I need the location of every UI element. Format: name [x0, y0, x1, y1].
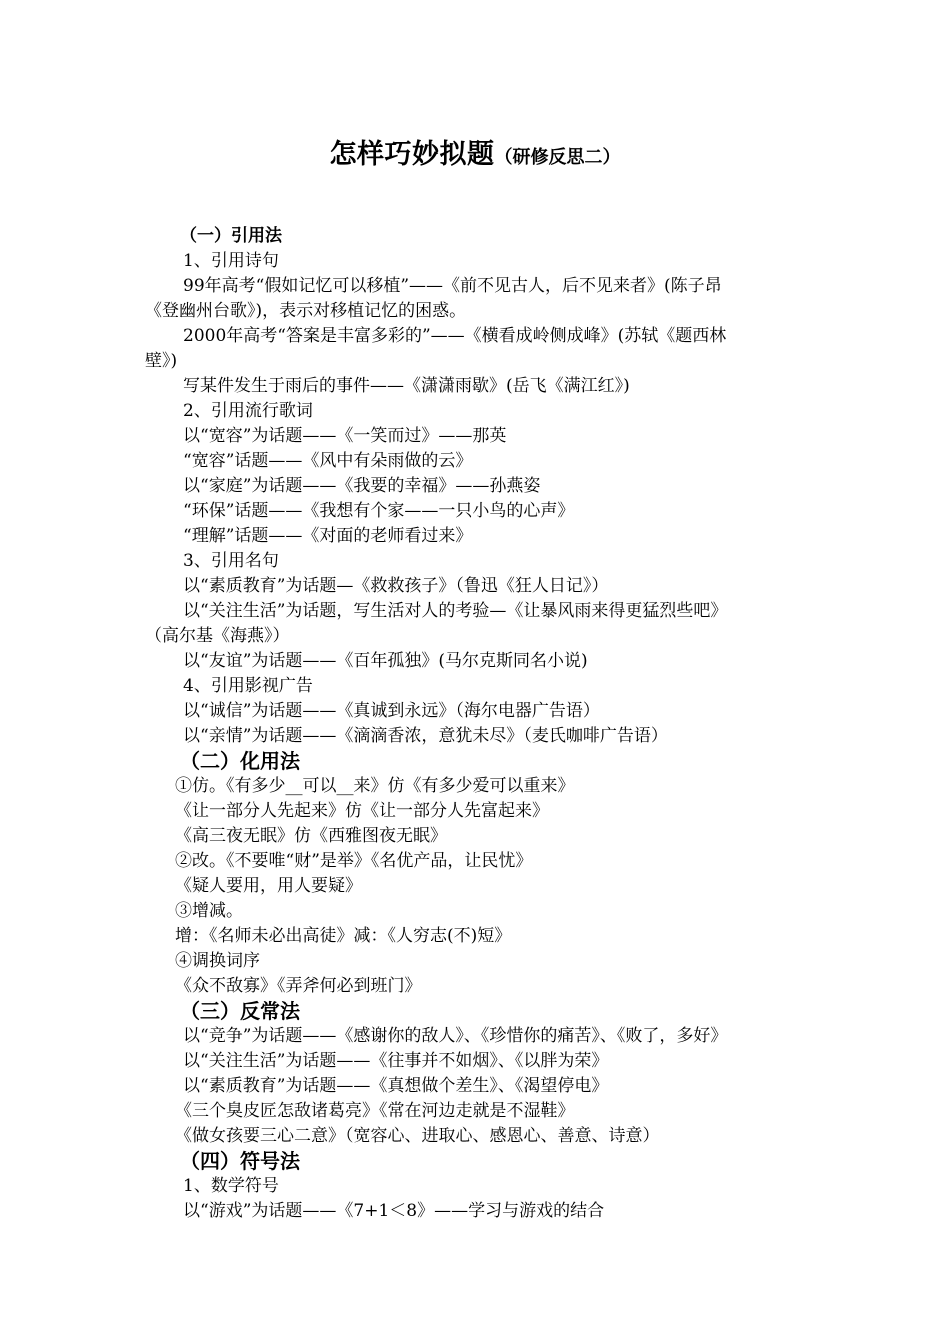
- section-heading: （二）化用法: [180, 749, 300, 773]
- text-line: 1、数学符号: [183, 1176, 279, 1196]
- text-line: 以“竞争”为话题——《感谢你的敌人》、《珍惜你的痛苦》、《败了，多好》: [183, 1026, 728, 1046]
- text-line: ①仿。《有多少__可以__来》仿《有多少爱可以重来》: [175, 776, 575, 796]
- text-line: 4、引用影视广告: [183, 676, 313, 696]
- text-line: 以“关注生活”为话题，写生活对人的考验—《让暴风雨来得更猛烈些吧》: [183, 601, 728, 621]
- text-line: 以“诚信”为话题——《真诚到永远》（海尔电器广告语）: [183, 701, 600, 721]
- document-body: [145, 224, 810, 1224]
- text-line: 《众不敌寡》《弄斧何必到班门》: [175, 976, 422, 996]
- text-line: 以“亲情”为话题——《滴滴香浓，意犹未尽》（麦氏咖啡广告语）: [183, 726, 668, 746]
- text-line: 壁》): [145, 351, 178, 371]
- text-line: 以“关注生活”为话题——《往事并不如烟》、《以胖为荣》: [183, 1051, 609, 1071]
- text-line: 1、引用诗句: [183, 251, 279, 271]
- text-line: “环保”话题——《我想有个家——一只小鸟的心声》: [183, 501, 575, 521]
- text-line: 《登幽州台歌》)，表示对移植记忆的困惑。: [145, 301, 467, 321]
- text-line: （高尔基《海燕》）: [145, 626, 290, 646]
- text-line: 《高三夜无眠》仿《西雅图夜无眠》: [175, 826, 447, 846]
- section-heading: （三）反常法: [180, 999, 300, 1023]
- text-line: 以“友谊”为话题——《百年孤独》(马尔克斯同名小说): [183, 651, 588, 671]
- title-main: 怎样巧妙拟题: [329, 139, 495, 170]
- text-line: 2、引用流行歌词: [183, 401, 313, 421]
- section-heading: （四）符号法: [180, 1149, 300, 1173]
- text-line: 2000年高考“答案是丰富多彩的”——《横看成岭侧成峰》(苏轼《题西林: [183, 326, 727, 346]
- text-line: 《做女孩要三心二意》（宽容心、进取心、感恩心、善意、诗意）: [175, 1126, 660, 1146]
- text-line: “理解”话题——《对面的老师看过来》: [183, 526, 473, 546]
- title-subtitle: （研修反思二）: [494, 147, 621, 168]
- text-line: 写某件发生于雨后的事件——《潇潇雨歇》(岳飞《满江红》): [183, 376, 630, 396]
- text-line: 《让一部分人先起来》仿《让一部分人先富起来》: [175, 801, 549, 821]
- text-line: ④调换词序: [175, 951, 260, 971]
- text-line: 增：《名师未必出高徒》减：《人穷志(不)短》: [175, 926, 512, 946]
- document-title: [0, 132, 950, 171]
- text-line: 3、引用名句: [183, 551, 279, 571]
- text-line: 以“游戏”为话题——《7+1＜8》——学习与游戏的结合: [183, 1201, 605, 1221]
- text-line: 以“宽容”为话题——《一笑而过》——那英: [183, 426, 507, 446]
- text-line: 以“素质教育”为话题—《救救孩子》（鲁迅《狂人日记》）: [183, 576, 609, 596]
- text-line: 《疑人要用，用人要疑》: [175, 876, 362, 896]
- text-line: ②改。《不要唯“财”是举》《名优产品，让民忧》: [175, 851, 533, 871]
- text-line: 99年高考“假如记忆可以移植”——《前不见古人，后不见来者》(陈子昂: [183, 276, 722, 296]
- text-line: “宽容”话题——《风中有朵雨做的云》: [183, 451, 473, 471]
- text-line: 以“素质教育”为话题——《真想做个差生》、《渴望停电》: [183, 1076, 609, 1096]
- section-heading: （一）引用法: [180, 226, 282, 246]
- text-line: 《三个臭皮匠怎敌诸葛亮》《常在河边走就是不湿鞋》: [175, 1101, 575, 1121]
- text-line: ③增减。: [175, 901, 243, 921]
- text-line: 以“家庭”为话题——《我要的幸福》——孙燕姿: [183, 476, 541, 496]
